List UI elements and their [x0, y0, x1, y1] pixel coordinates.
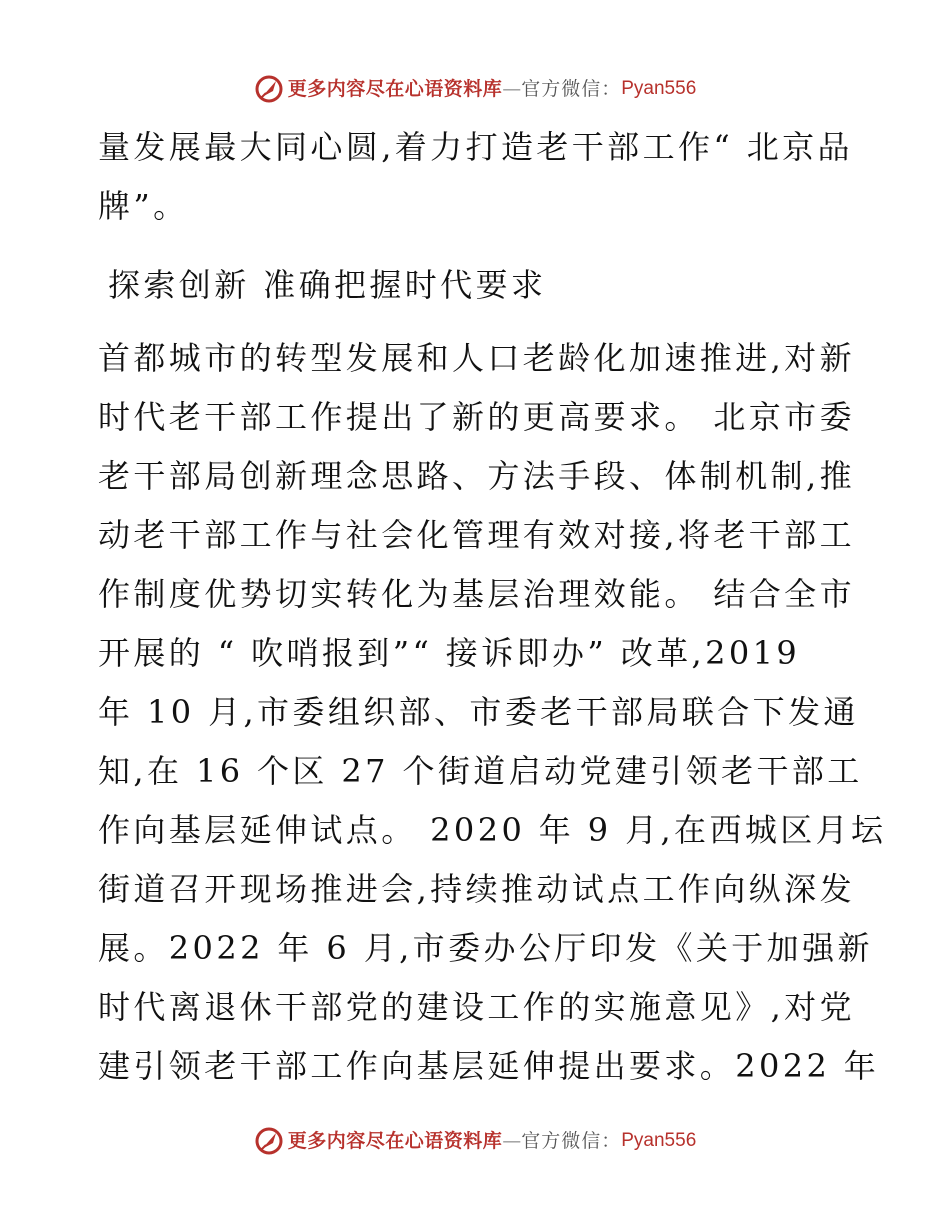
banner-site-text: 更多内容尽在心语资料库	[287, 78, 503, 100]
banner-dash: —	[502, 78, 522, 100]
footer-watermark	[0, 1126, 950, 1156]
banner-dash: —	[502, 1130, 522, 1152]
banner-wechat-id: Pyan556	[621, 1130, 697, 1151]
document-body	[98, 118, 887, 1096]
text-line: 年 10 月,市委组织部、市委老干部局联合下发通	[98, 693, 859, 731]
text-line: 探索创新 准确把握时代要求	[108, 266, 547, 304]
text-line: 开展的 “ 吹哨报到”“ 接诉即办” 改革,2019	[98, 634, 801, 672]
banner-site-text: 更多内容尽在心语资料库	[287, 1130, 503, 1152]
text-line: 牌”。	[98, 187, 189, 225]
text-line: 建引领老干部工作向基层延伸提出要求。2022 年	[98, 1047, 880, 1085]
section-heading	[98, 256, 858, 315]
text-line: 街道召开现场推进会,持续推动试点工作向纵深发	[98, 870, 855, 908]
text-line: 老干部局创新理念思路、方法手段、体制机制,推	[98, 457, 855, 495]
paragraph	[98, 329, 887, 1096]
banner-wechat-label: 官方微信：	[521, 78, 622, 100]
text-line: 作向基层延伸试点。 2020 年 9 月,在西城区月坛	[98, 811, 887, 849]
banner-wechat-id: Pyan556	[621, 78, 697, 99]
banner-wechat-label: 官方微信：	[521, 1130, 622, 1152]
paragraph	[98, 118, 858, 236]
text-line: 知,在 16 个区 27 个街道启动党建引领老干部工	[98, 752, 863, 790]
text-line: 首都城市的转型发展和人口老龄化加速推进,对新	[98, 339, 855, 377]
text-line: 量发展最大同心圆,着力打造老干部工作“ 北京品	[98, 128, 853, 166]
header-watermark	[0, 74, 950, 104]
text-line: 时代离退休干部党的建设工作的实施意见》,对党	[98, 988, 855, 1026]
text-line: 作制度优势切实转化为基层治理效能。 结合全市	[98, 575, 855, 613]
text-line: 时代老干部工作提出了新的更高要求。 北京市委	[98, 398, 855, 436]
quill-logo-icon	[254, 74, 284, 104]
text-line: 展。2022 年 6 月,市委办公厅印发《关于加强新	[98, 929, 873, 967]
quill-logo-icon	[254, 1126, 284, 1156]
text-line: 动老干部工作与社会化管理有效对接,将老干部工	[98, 516, 855, 554]
